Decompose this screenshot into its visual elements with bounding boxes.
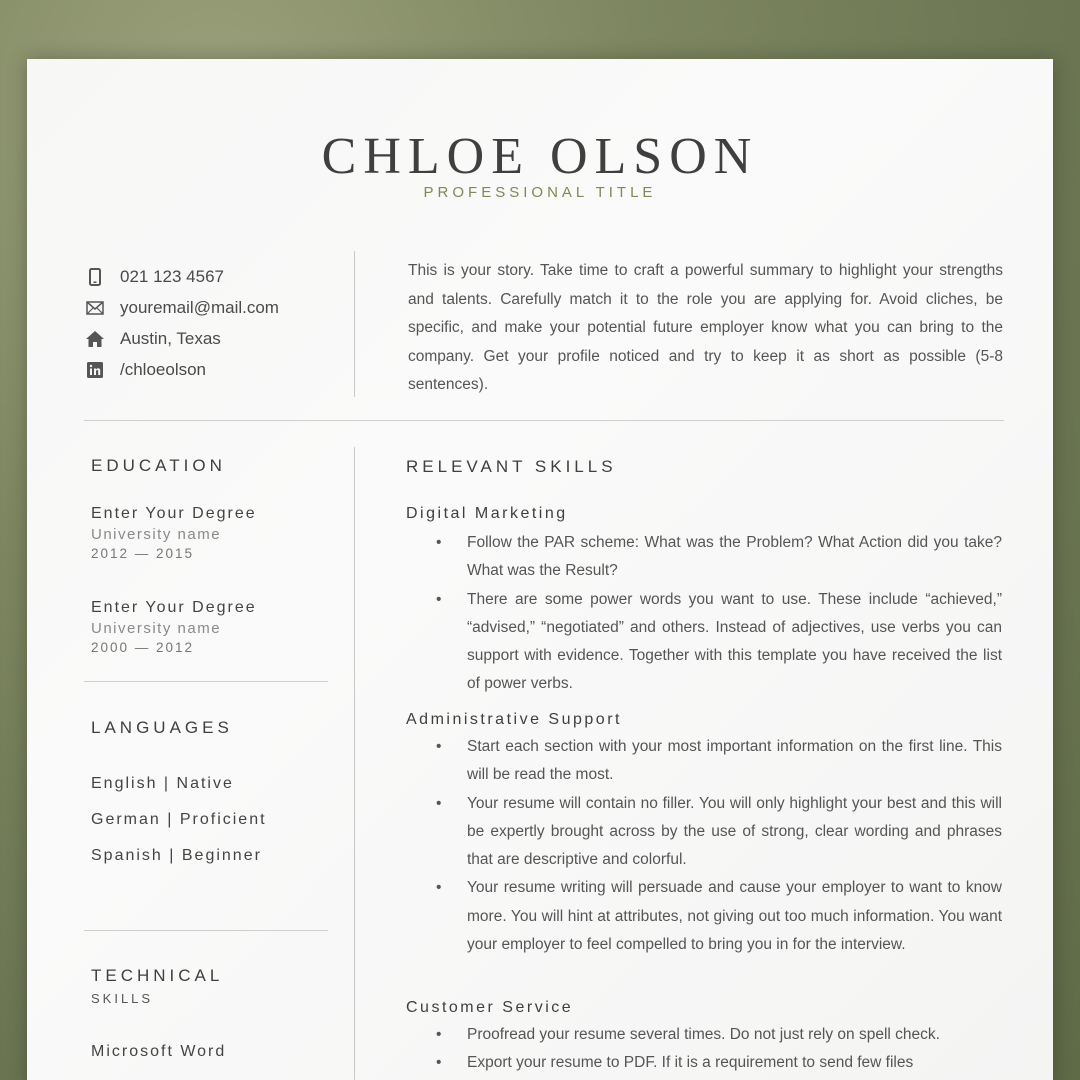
contact-phone xyxy=(85,261,365,292)
body-divider-vertical xyxy=(354,447,355,1080)
skill-category-title: Digital Marketing xyxy=(406,505,568,522)
edu-university: University name xyxy=(91,526,222,543)
contact-block xyxy=(85,261,365,385)
professional-title: PROFESSIONAL TITLE xyxy=(423,184,657,201)
relevant-skills-heading: RELEVANT SKILLS xyxy=(406,457,617,476)
skill-bullet: • Proofread your resume several times. Do not just rely on spell check. xyxy=(406,1021,1002,1049)
skill-bullets xyxy=(406,733,1002,959)
technical-subheading: SKILLS xyxy=(91,991,154,1006)
languages-heading: LANGUAGES xyxy=(91,718,233,737)
language-item: German | Proficient xyxy=(91,811,267,828)
language-item: English | Native xyxy=(91,775,234,792)
edu-years: 2012 — 2015 xyxy=(91,546,195,561)
edu-university: University name xyxy=(91,620,222,637)
language-item: Spanish | Beginner xyxy=(91,847,262,864)
education-item xyxy=(91,505,257,561)
contact-location xyxy=(85,323,365,354)
skill-bullet: • Export your resume to PDF. If it is a requirement to send few files xyxy=(406,1049,1002,1077)
skill-category-title: Customer Service xyxy=(406,999,574,1016)
location-text: Austin, Texas xyxy=(120,328,221,348)
envelope-icon xyxy=(85,298,105,318)
education-divider xyxy=(84,681,328,682)
header-divider-vertical xyxy=(354,251,355,397)
contact-linkedin xyxy=(85,354,365,385)
linkedin-icon xyxy=(85,360,105,380)
technical-heading: TECHNICAL xyxy=(91,966,224,985)
skill-bullets xyxy=(406,1021,1002,1078)
skill-bullet: • Your resume will contain no filler. You will only highlight your best and this will be expertly brought across by the use of strong, clear wording and phrases that are descriptive and colorful. xyxy=(406,790,1002,875)
education-heading: EDUCATION xyxy=(91,456,226,475)
skill-category-title: Administrative Support xyxy=(406,711,622,728)
profile-summary: This is your story. Take time to craft a powerful summary to highlight your strengths and talents. Carefully match it to the role you are applying for. Avoid cliches, be specific, and make your potential future employer know what you can bring to the company. Get your profile noticed and try to keep it as short as possible (5-8 sentences). xyxy=(408,262,1003,393)
languages-divider xyxy=(84,930,328,931)
edu-degree: Enter Your Degree xyxy=(91,505,257,522)
resume-page xyxy=(27,59,1053,1080)
edu-degree: Enter Your Degree xyxy=(91,599,257,616)
linkedin-text[interactable]: /chloeolson xyxy=(120,359,207,379)
skill-bullets xyxy=(406,529,1002,699)
edu-years: 2000 — 2012 xyxy=(91,640,195,655)
skill-bullet: • Follow the PAR scheme: What was the Problem? What Action did you take? What was the Result? xyxy=(406,529,1002,586)
phone-icon xyxy=(85,267,105,287)
education-item xyxy=(91,599,257,655)
contact-email xyxy=(85,292,365,323)
email-text[interactable]: youremail@mail.com xyxy=(120,297,279,317)
home-icon xyxy=(85,329,105,349)
phone-text: 021 123 4567 xyxy=(120,266,224,286)
technical-skill-item: Microsoft Word xyxy=(91,1043,227,1060)
skill-bullet: • Your resume writing will persuade and cause your employer to want to know more. You will hint at attributes, not giving out too much information. You want your employer to feel compelled to bring you in for the interview. xyxy=(406,874,1002,959)
resume-name: CHLOE OLSON xyxy=(321,128,759,185)
skill-bullet: • Start each section with your most important information on the first line. This will be read the most. xyxy=(406,733,1002,790)
section-divider xyxy=(84,420,1004,421)
skill-bullet: • There are some power words you want to use. These include “achieved,” “advised,” “negotiated” and others. Instead of adjectives, use verbs you can support with evidence. Together with this template you have received the list of power verbs. xyxy=(406,586,1002,699)
